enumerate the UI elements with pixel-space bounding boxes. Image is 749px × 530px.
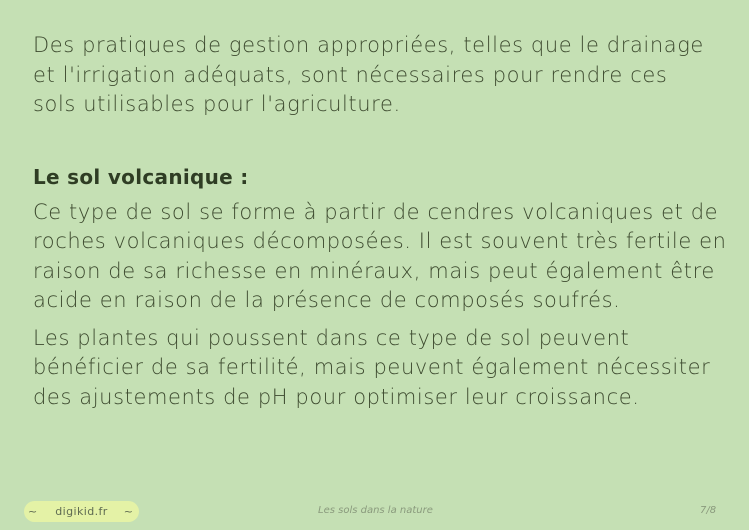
brand-badge[interactable] <box>24 501 139 522</box>
intro-paragraph: Des pratiques de gestion appropriées, telles que le drainage et l'irrigation adéquats, sont nécessaires pour rendre ces sols utilisables pour l'agriculture. <box>33 33 704 116</box>
brand-right-mark: ~ <box>123 505 133 518</box>
section-heading: Le sol volcanique : <box>33 164 249 189</box>
slide-content <box>33 31 733 412</box>
volcanic-description-paragraph: Ce type de sol se forme à partir de cendres volcaniques et de roches volcaniques décomposées. Il est souvent très fertile en raison de sa richesse en minéraux, mais peut également être acide en raison de la présence de composés soufrés. <box>33 199 727 312</box>
page-number: 7/8 <box>700 505 717 516</box>
slide-footer <box>0 500 749 524</box>
brand-left-mark: ~ <box>28 505 38 518</box>
footer-title: Les sols dans la nature <box>318 505 433 516</box>
plants-paragraph: Les plantes qui poussent dans ce type de sol peuvent bénéficier de sa fertilité, mais peuvent également nécessiter des ajustements de pH pour optimiser leur croissance. <box>33 325 711 409</box>
brand-name: digikid.fr <box>55 505 108 518</box>
